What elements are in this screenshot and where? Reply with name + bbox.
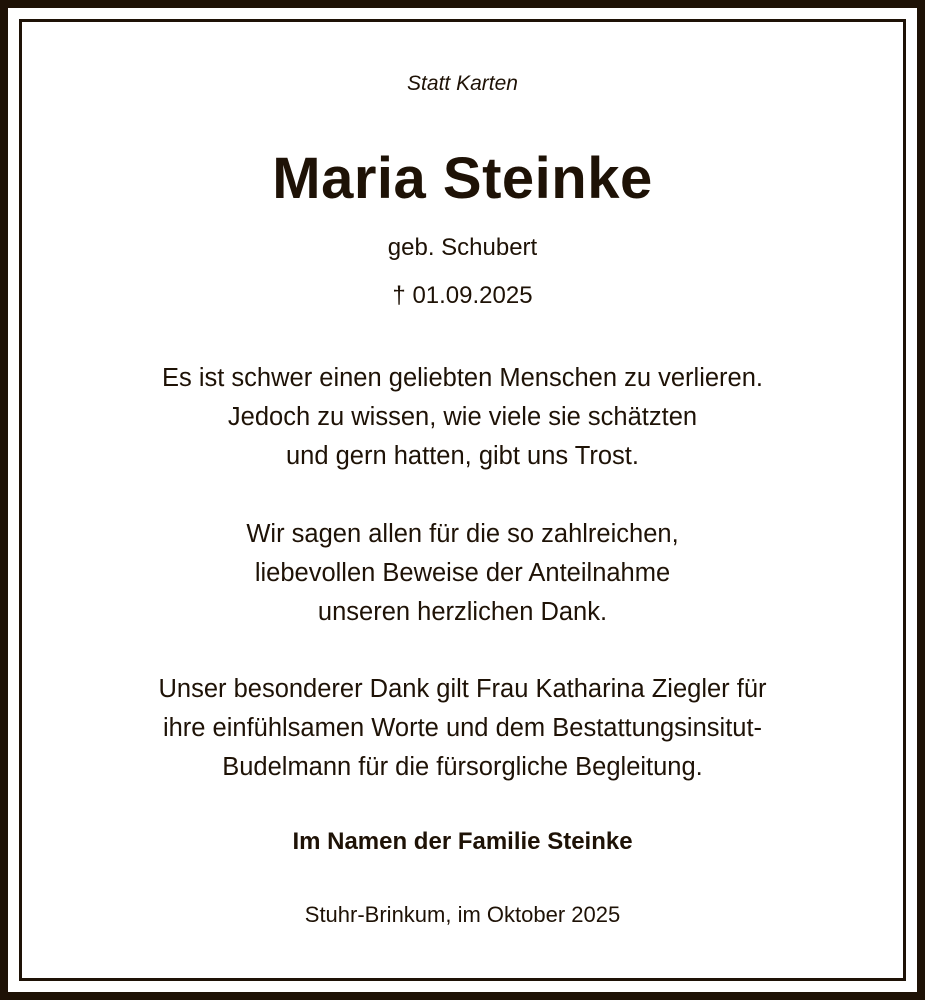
paragraph-3-line-2: ihre einfühlsamen Worte und dem Bestattungsinsitut- [162, 714, 763, 742]
signature: Im Namen der Familie Steinke [292, 828, 633, 855]
birth-name: geb. Schubert [387, 234, 538, 261]
paragraph-3-line-1: Unser besonderer Dank gilt Frau Katharina Ziegler für [158, 675, 767, 703]
paragraph-1-line-3: und gern hatten, gibt uns Trost. [286, 442, 639, 470]
paragraph-2-line-1: Wir sagen allen für die so zahlreichen, [246, 520, 679, 548]
paragraph-2-line-3: unseren herzlichen Dank. [317, 598, 608, 626]
paragraph-2-line-2: liebevollen Beweise der Anteilnahme [254, 559, 671, 587]
paragraph-1-line-2: Jedoch zu wissen, wie viele sie schätzten [227, 403, 698, 431]
header-text: Statt Karten [407, 72, 518, 95]
death-date: † 01.09.2025 [392, 282, 533, 309]
deceased-name: Maria Steinke [272, 146, 653, 211]
paragraph-1-line-1: Es ist schwer einen geliebten Menschen zu verlieren. [162, 364, 763, 392]
paragraph-3-line-3: Budelmann für die fürsorgliche Begleitung. [222, 753, 703, 781]
place-date: Stuhr-Brinkum, im Oktober 2025 [304, 902, 621, 927]
